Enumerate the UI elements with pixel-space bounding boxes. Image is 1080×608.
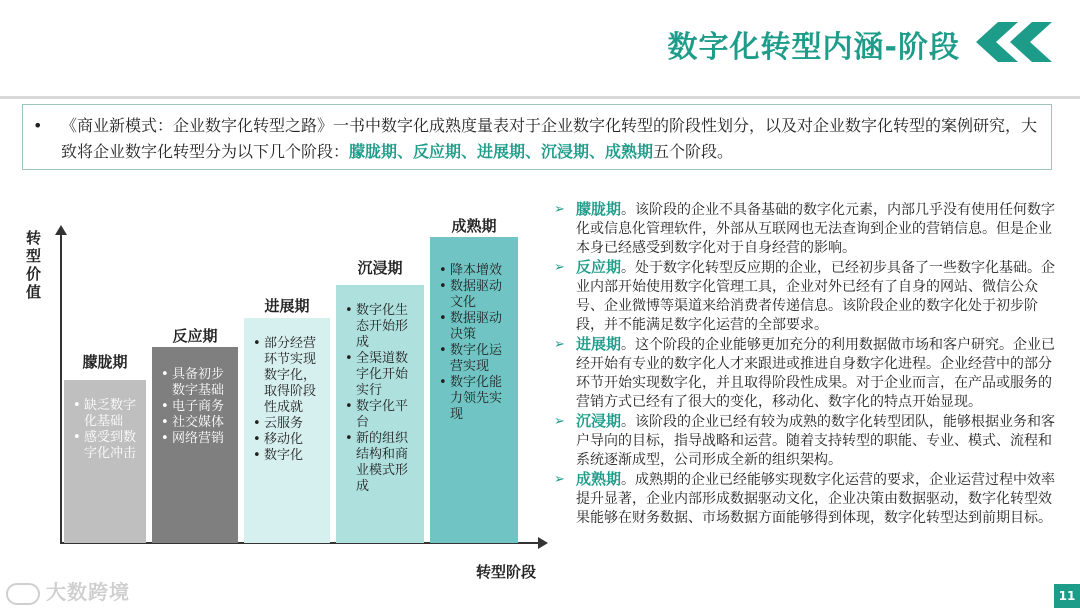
stage-item: • 数据驱动决策 <box>450 311 512 343</box>
description-item <box>552 258 1064 335</box>
stage-label-5: 成熟期 <box>451 217 497 235</box>
arrow-right-icon: ➢ <box>554 202 565 217</box>
stage-item: • 降本增效 <box>450 263 512 279</box>
y-axis <box>60 232 62 542</box>
stage-item: • 数字化运营实现 <box>450 343 512 375</box>
stage-item: • 社交媒体 <box>172 415 232 431</box>
stage-item: • 感受到数字化冲击 <box>84 430 140 462</box>
description-name: 沉浸期 <box>576 412 622 430</box>
intro-box <box>22 104 1052 170</box>
x-axis-arrow <box>538 537 548 549</box>
logo-icon <box>6 583 40 605</box>
description-item <box>552 200 1064 258</box>
stage-item: • 数字化平台 <box>356 399 418 431</box>
description-text: 。该阶段的企业已经有较为成熟的数字化转型团队，能够根据业务和客户导向的目标，指导战略和运营。随着支持转型的职能、专业、模式、流程和系统逐渐成型，公司形成全新的组织架构。 <box>576 414 1056 468</box>
intro-text: 《商业新模式：企业数字化转型之路》一书中数字化成熟度量表对于企业数字化转型的阶段性划分，以及对企业数字化转型的案例研究，大致将企业数字化转型分为以下几个阶段： <box>61 116 1038 161</box>
description-text: 。这个阶段的企业能够更加充分的利用数据做市场和客户研究。企业已经开始有专业的数字化人才来跟进或推进自身数字化进程。企业经营中的部分环节开始实现数字化，并且取得阶段性成果。对于企业而言，在产品或服务的营销方式已经有了很大的变化，移动化、数字化的特点开始显现。 <box>576 337 1056 410</box>
stage-item: • 数字化能力领先实现 <box>450 375 512 423</box>
stage-item: • 缺乏数字化基础 <box>84 398 140 430</box>
description-item <box>552 335 1064 412</box>
arrow-right-icon: ➢ <box>554 472 565 487</box>
intro-text-end: 五个阶段。 <box>653 142 734 161</box>
header-divider <box>0 96 1080 99</box>
stage-descriptions <box>552 200 1064 528</box>
stage-label-2: 反应期 <box>172 327 218 345</box>
stage-item: • 数据驱动文化 <box>450 279 512 311</box>
stage-block-2 <box>152 347 238 543</box>
description-text: 。该阶段的企业不具备基础的数字化元素，内部几乎没有使用任何数字化或信息化管理软件，外部从互联网也无法查询到企业的营销信息。但是企业本身已经感受到数字化对于自身经营的影响。 <box>576 202 1056 256</box>
stage-item: • 数字化 <box>264 448 324 464</box>
description-name: 反应期 <box>576 258 622 276</box>
arrow-right-icon: ➢ <box>554 414 565 429</box>
stage-item: • 云服务 <box>264 416 324 432</box>
stage-block-4 <box>336 285 424 543</box>
intro-bullet: • <box>33 116 43 135</box>
stage-label-3: 进展期 <box>264 297 310 315</box>
stage-item: • 具备初步数字基础 <box>172 367 232 399</box>
stage-item: • 电子商务 <box>172 399 232 415</box>
stage-item: • 新的组织结构和商业模式形成 <box>356 431 418 495</box>
logo-text: 大数跨境 <box>46 580 130 604</box>
description-name: 朦胧期 <box>576 200 622 218</box>
stage-block-5 <box>430 237 518 543</box>
y-axis-label: 转型价值 <box>26 229 42 301</box>
stage-item: • 数字化生态开始形成 <box>356 303 418 351</box>
stage-item: • 部分经营环节实现数字化，取得阶段性成就 <box>264 336 324 416</box>
stage-block-3 <box>244 318 330 543</box>
x-axis-label: 转型阶段 <box>476 563 537 581</box>
arrow-right-icon: ➢ <box>554 337 565 352</box>
stage-diagram <box>0 185 560 605</box>
stage-label-4: 沉浸期 <box>357 259 403 277</box>
intro-highlight: 朦胧期、反应期、进展期、沉浸期、成熟期 <box>349 142 654 161</box>
page-title: 数字化转型内涵-阶段 <box>667 30 960 65</box>
chevron-left-icon <box>1010 22 1052 62</box>
description-item <box>552 470 1064 528</box>
watermark-logo <box>6 576 130 605</box>
description-name: 成熟期 <box>576 470 622 488</box>
description-item <box>552 412 1064 470</box>
description-text: 。成熟期的企业已经能够实现数字化运营的要求，企业运营过程中效率提升显著，企业内部形成数据驱动文化，企业决策由数据驱动，数字化转型效果能够在财务数据、市场数据方面能够得到体现，数字化转型达到前期目标。 <box>576 472 1056 526</box>
description-name: 进展期 <box>576 335 622 353</box>
stage-block-1 <box>64 380 146 543</box>
arrow-right-icon: ➢ <box>554 260 565 275</box>
stage-item: • 移动化 <box>264 432 324 448</box>
stage-label-1: 朦胧期 <box>82 353 128 371</box>
stage-item: • 网络营销 <box>172 431 232 447</box>
page-number: 11 <box>1054 584 1080 608</box>
stage-item: • 全渠道数字化开始实行 <box>356 351 418 399</box>
description-text: 。处于数字化转型反应期的企业，已经初步具备了一些数字化基础。企业内部开始使用数字化管理工具，企业对外已经有了自身的网站、微信公众号、企业微博等渠道来给消费者传递信息。该阶段企业的数字化处于初步阶段，并不能满足数字化运营的全部要求。 <box>576 260 1056 333</box>
